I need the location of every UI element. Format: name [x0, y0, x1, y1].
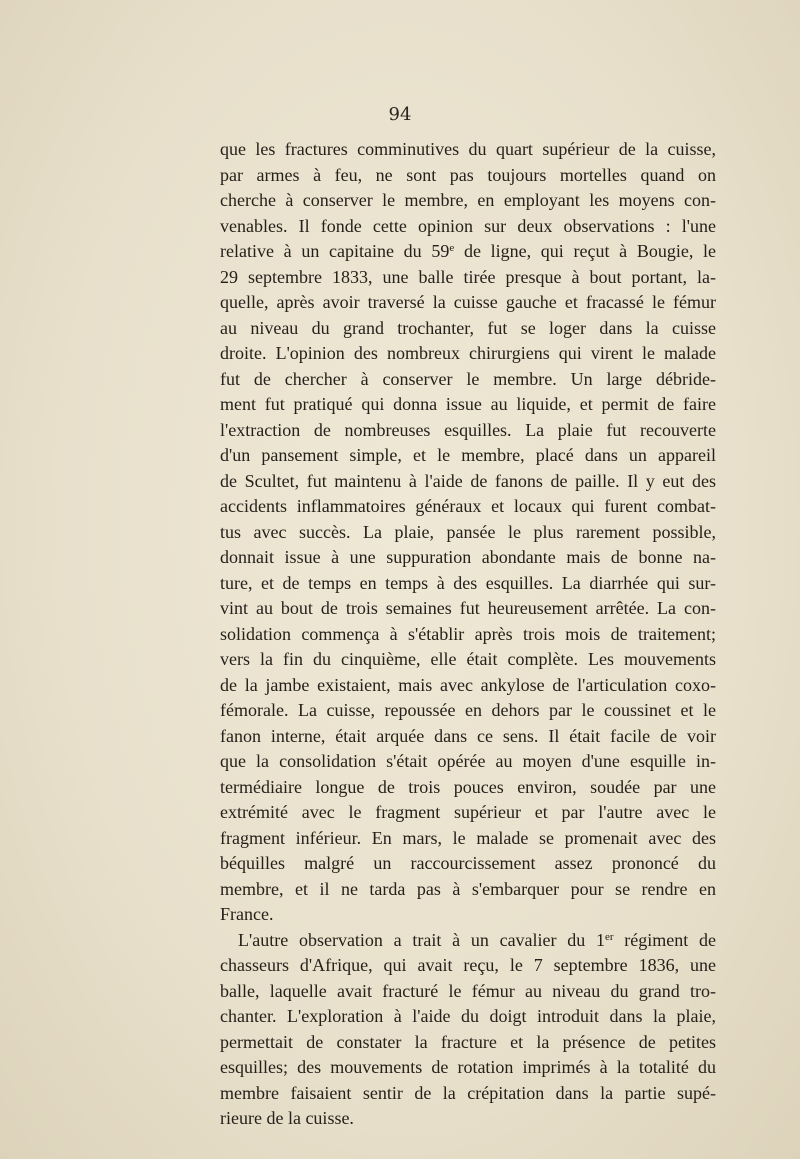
text-line: donnait issue à une suppuration abondante mais de bonne na-	[220, 547, 716, 567]
text-line: solidation commença à s'établir après trois mois de traitement;	[220, 623, 716, 644]
body-text	[220, 137, 716, 1132]
text-line: chanter. L'exploration à l'aide du doigt introduit dans la plaie,	[220, 1006, 716, 1026]
text-line: venables. Il fonde cette opinion sur deux observations : l'une	[220, 215, 716, 236]
text-line: fanon interne, était arquée dans ce sens. Il était facile de voir	[220, 725, 716, 746]
text-line: esquilles; des mouvements de rotation imprimés à la totalité du	[220, 1057, 716, 1077]
text-line: balle, laquelle avait fracturé le fémur au niveau du grand tro-	[220, 980, 716, 1001]
text-line: béquilles malgré un raccourcissement assez prononcé du	[220, 853, 716, 873]
text-line: fémorale. La cuisse, repoussée en dehors par le coussinet et le	[220, 700, 716, 720]
text-line: termédiaire longue de trois pouces environ, soudée par une	[220, 776, 716, 797]
text-line: au niveau du grand trochanter, fut se loger dans la cuisse	[220, 317, 716, 338]
text-line: fragment inférieur. En mars, le malade se promenait avec des	[220, 827, 716, 848]
text-line: de la jambe existaient, mais avec ankylose de l'articulation coxo-	[220, 674, 716, 695]
text-line: membre, et il ne tarda pas à s'embarquer pour se rendre en	[220, 878, 716, 899]
text-line: l'extraction de nombreuses esquilles. La plaie fut recouverte	[220, 419, 716, 440]
text-line: France.	[220, 904, 274, 924]
text-line: cherche à conserver le membre, en employant les moyens con-	[220, 190, 716, 210]
text-line: rieure de la cuisse.	[220, 1108, 354, 1128]
text-line: par armes à feu, ne sont pas toujours mortelles quand on	[220, 164, 716, 185]
text-line: d'un pansement simple, et le membre, placé dans un appareil	[220, 445, 716, 465]
text-line: relative à un capitaine du 59e de ligne, qui reçut à Bougie, le	[220, 241, 716, 261]
text-line: membre faisaient sentir de la crépitation dans la partie supé-	[220, 1082, 716, 1103]
text-line: accidents inflammatoires généraux et locaux qui furent combat-	[220, 496, 716, 516]
text-line: droite. L'opinion des nombreux chirurgiens qui virent le malade	[220, 343, 716, 363]
text-line: de Scultet, fut maintenu à l'aide de fanons de paille. Il y eut des	[220, 470, 716, 491]
text-line: L'autre observation a trait à un cavalier du 1er régiment de	[238, 929, 717, 950]
text-line: que les fractures comminutives du quart supérieur de la cuisse,	[220, 139, 716, 159]
text-line: ture, et de temps en temps à des esquilles. La diarrhée qui sur-	[220, 572, 716, 593]
text-line: que la consolidation s'était opérée au moyen d'une esquille in-	[220, 751, 716, 771]
text-line: fut de chercher à conserver le membre. Un large débride-	[220, 368, 716, 389]
text-line: tus avec succès. La plaie, pansée le plus rarement possible,	[220, 521, 716, 542]
text-line: vint au bout de trois semaines fut heureusement arrêtée. La con-	[220, 598, 716, 618]
text-line: extrémité avec le fragment supérieur et par l'autre avec le	[220, 802, 716, 822]
text-line: quelle, après avoir traversé la cuisse gauche et fracassé le fémur	[220, 292, 716, 312]
page-number: 94	[388, 104, 412, 125]
text-line: 29 septembre 1833, une balle tirée presque à bout portant, la-	[220, 266, 716, 287]
text-line: permettait de constater la fracture et la présence de petites	[220, 1031, 716, 1052]
text-line: chasseurs d'Afrique, qui avait reçu, le 7 septembre 1836, une	[220, 955, 716, 975]
text-line: ment fut pratiqué qui donna issue au liquide, et permit de faire	[220, 394, 716, 414]
text-line: vers la fin du cinquième, elle était complète. Les mouvements	[220, 649, 716, 669]
